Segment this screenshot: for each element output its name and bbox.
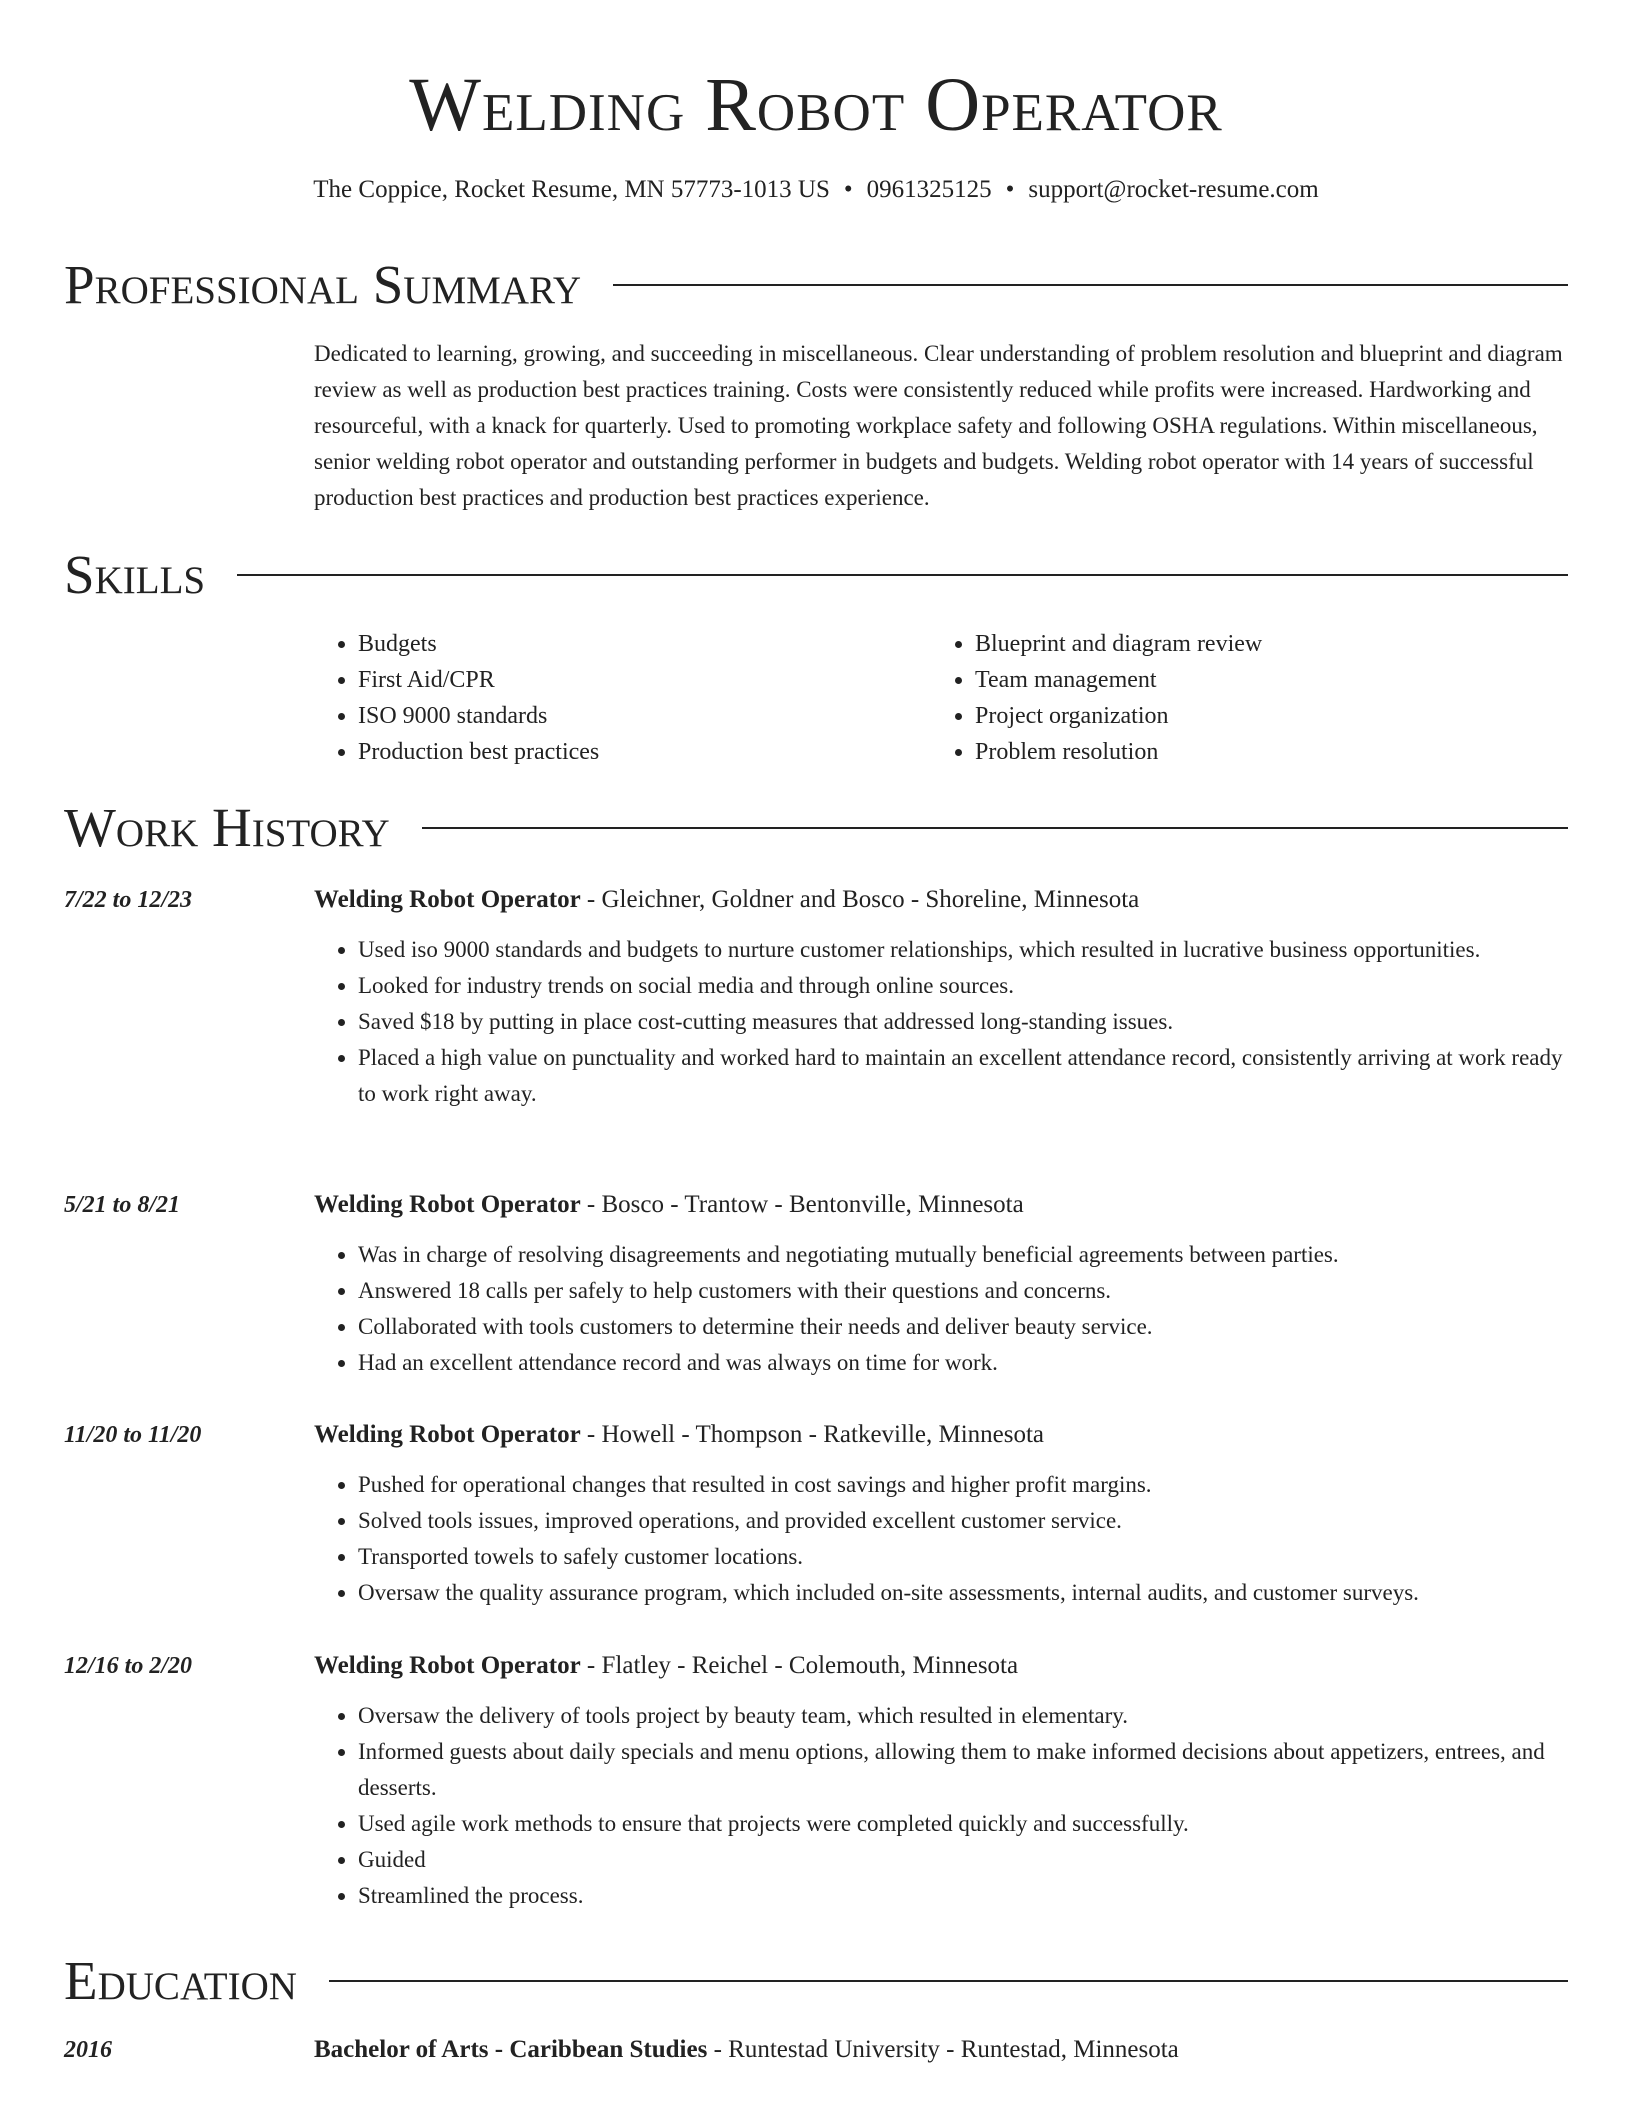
job-bullet: • Oversaw the delivery of tools project by beauty team, which resulted in elementary.	[358, 1698, 1568, 1734]
job-bullet: • Saved $18 by putting in place cost-cutting measures that addressed long-standing issues.	[358, 1004, 1568, 1040]
job-bullet: • Was in charge of resolving disagreements and negotiating mutually beneficial agreements between parties.	[358, 1237, 1568, 1273]
job-bullets	[314, 1237, 1568, 1381]
job-header	[314, 1187, 1564, 1223]
education-section-header	[64, 1946, 1568, 2016]
section-divider	[237, 574, 1568, 576]
skill-item: • First Aid/CPR	[358, 662, 931, 698]
skill-item: • Blueprint and diagram review	[975, 626, 1548, 662]
skill-item: • Project organization	[975, 698, 1548, 734]
job-bullet: • Looked for industry trends on social media and through online sources.	[358, 968, 1568, 1004]
job-bullets	[314, 1698, 1568, 1914]
job-role: Welding Robot Operator	[314, 1652, 581, 1679]
job-bullet: • Oversaw the quality assurance program, which included on-site assessments, internal audits, and customer surveys.	[358, 1575, 1568, 1611]
job-bullet: • Pushed for operational changes that resulted in cost savings and higher profit margins.	[358, 1467, 1568, 1503]
job-employer: - Gleichner, Goldner and Bosco - Shoreline, Minnesota	[580, 886, 1140, 913]
skill-item: • Production best practices	[358, 734, 931, 770]
job-bullet: • Answered 18 calls per safely to help customers with their questions and concerns.	[358, 1273, 1568, 1309]
job-bullet: • Streamlined the process.	[358, 1878, 1568, 1914]
contact-line	[0, 172, 1632, 208]
section-divider	[329, 1980, 1568, 1982]
skills-list	[314, 626, 1564, 770]
job-dates: 7/22 to 12/23	[64, 887, 193, 913]
job-bullet: • Collaborated with tools customers to determine their needs and deliver beauty service.	[358, 1309, 1568, 1345]
job-bullet: • Used agile work methods to ensure that projects were completed quickly and successfully.	[358, 1806, 1568, 1842]
contact-phone: 0961325125	[866, 176, 992, 203]
skill-item: • ISO 9000 standards	[358, 698, 931, 734]
job-dates: 12/16 to 2/20	[64, 1653, 193, 1679]
contact-separator: •	[843, 176, 853, 203]
job-employer: - Flatley - Reichel - Colemouth, Minnesota	[580, 1652, 1019, 1679]
job-bullet: • Solved tools issues, improved operations, and provided excellent customer service.	[358, 1503, 1568, 1539]
job-bullet: • Used iso 9000 standards and budgets to nurture customer relationships, which resulted in lucrative business opportunities.	[358, 932, 1568, 968]
work-section-header	[64, 793, 1568, 863]
education-year: 2016	[64, 2037, 112, 2063]
candidate-name: Welding Robot Operator	[409, 63, 1223, 147]
job-bullets	[314, 932, 1568, 1112]
job-employer: - Bosco - Trantow - Bentonville, Minnesota	[580, 1191, 1024, 1218]
summary-text: Dedicated to learning, growing, and succeeding in miscellaneous. Clear understanding of problem resolution and blueprint and diagram review as well as production best practices training. Costs were consistently reduced while profits were increased. Hardworking and resourceful, with a knack for quarterly. Used to promoting workplace safety and following OSHA regulations. Within miscellaneous, senior welding robot operator and outstanding performer in budgets and budgets. Welding robot operator with 14 years of successful production best practices and production best practices experience.	[314, 341, 1563, 510]
job-role: Welding Robot Operator	[314, 1191, 581, 1218]
job-employer: - Howell - Thompson - Ratkeville, Minnesota	[580, 1421, 1045, 1448]
education-school: - Runtestad University - Runtestad, Minnesota	[707, 2036, 1179, 2063]
job-bullet: • Placed a high value on punctuality and worked hard to maintain an excellent attendance record, consistently arriving at work ready to work right away.	[358, 1040, 1568, 1112]
job-bullet: • Transported towels to safely customer locations.	[358, 1539, 1568, 1575]
skill-item: • Budgets	[358, 626, 931, 662]
section-divider	[613, 284, 1568, 286]
skill-item: • Team management	[975, 662, 1548, 698]
summary-section-header	[64, 250, 1568, 320]
contact-email: support@rocket-resume.com	[1028, 176, 1319, 203]
job-header	[314, 1648, 1564, 1684]
contact-address: The Coppice, Rocket Resume, MN 57773-1013 US	[313, 176, 830, 203]
education-header	[314, 2032, 1564, 2068]
job-dates: 11/20 to 11/20	[64, 1422, 202, 1448]
section-divider	[422, 827, 1568, 829]
contact-separator: •	[1005, 176, 1015, 203]
job-bullet: • Had an excellent attendance record and was always on time for work.	[358, 1345, 1568, 1381]
skills-column-left	[314, 626, 931, 770]
job-header	[314, 882, 1564, 918]
skills-section-header	[64, 540, 1568, 610]
summary-section-title: Professional Summary	[64, 254, 582, 315]
job-bullet: • Guided	[358, 1842, 1568, 1878]
job-dates: 5/21 to 8/21	[64, 1192, 181, 1218]
education-degree: Bachelor of Arts - Caribbean Studies	[314, 2036, 708, 2063]
job-bullets	[314, 1467, 1568, 1611]
job-header	[314, 1417, 1564, 1453]
skills-section-title: Skills	[64, 544, 206, 605]
work-section-title: Work History	[64, 797, 390, 858]
job-bullet: • Informed guests about daily specials and menu options, allowing them to make informed decisions about appetizers, entrees, and desserts.	[358, 1734, 1568, 1806]
job-role: Welding Robot Operator	[314, 886, 581, 913]
skills-column-right	[931, 626, 1548, 770]
skill-item: • Problem resolution	[975, 734, 1548, 770]
education-section-title: Education	[64, 1950, 297, 2011]
job-role: Welding Robot Operator	[314, 1421, 581, 1448]
